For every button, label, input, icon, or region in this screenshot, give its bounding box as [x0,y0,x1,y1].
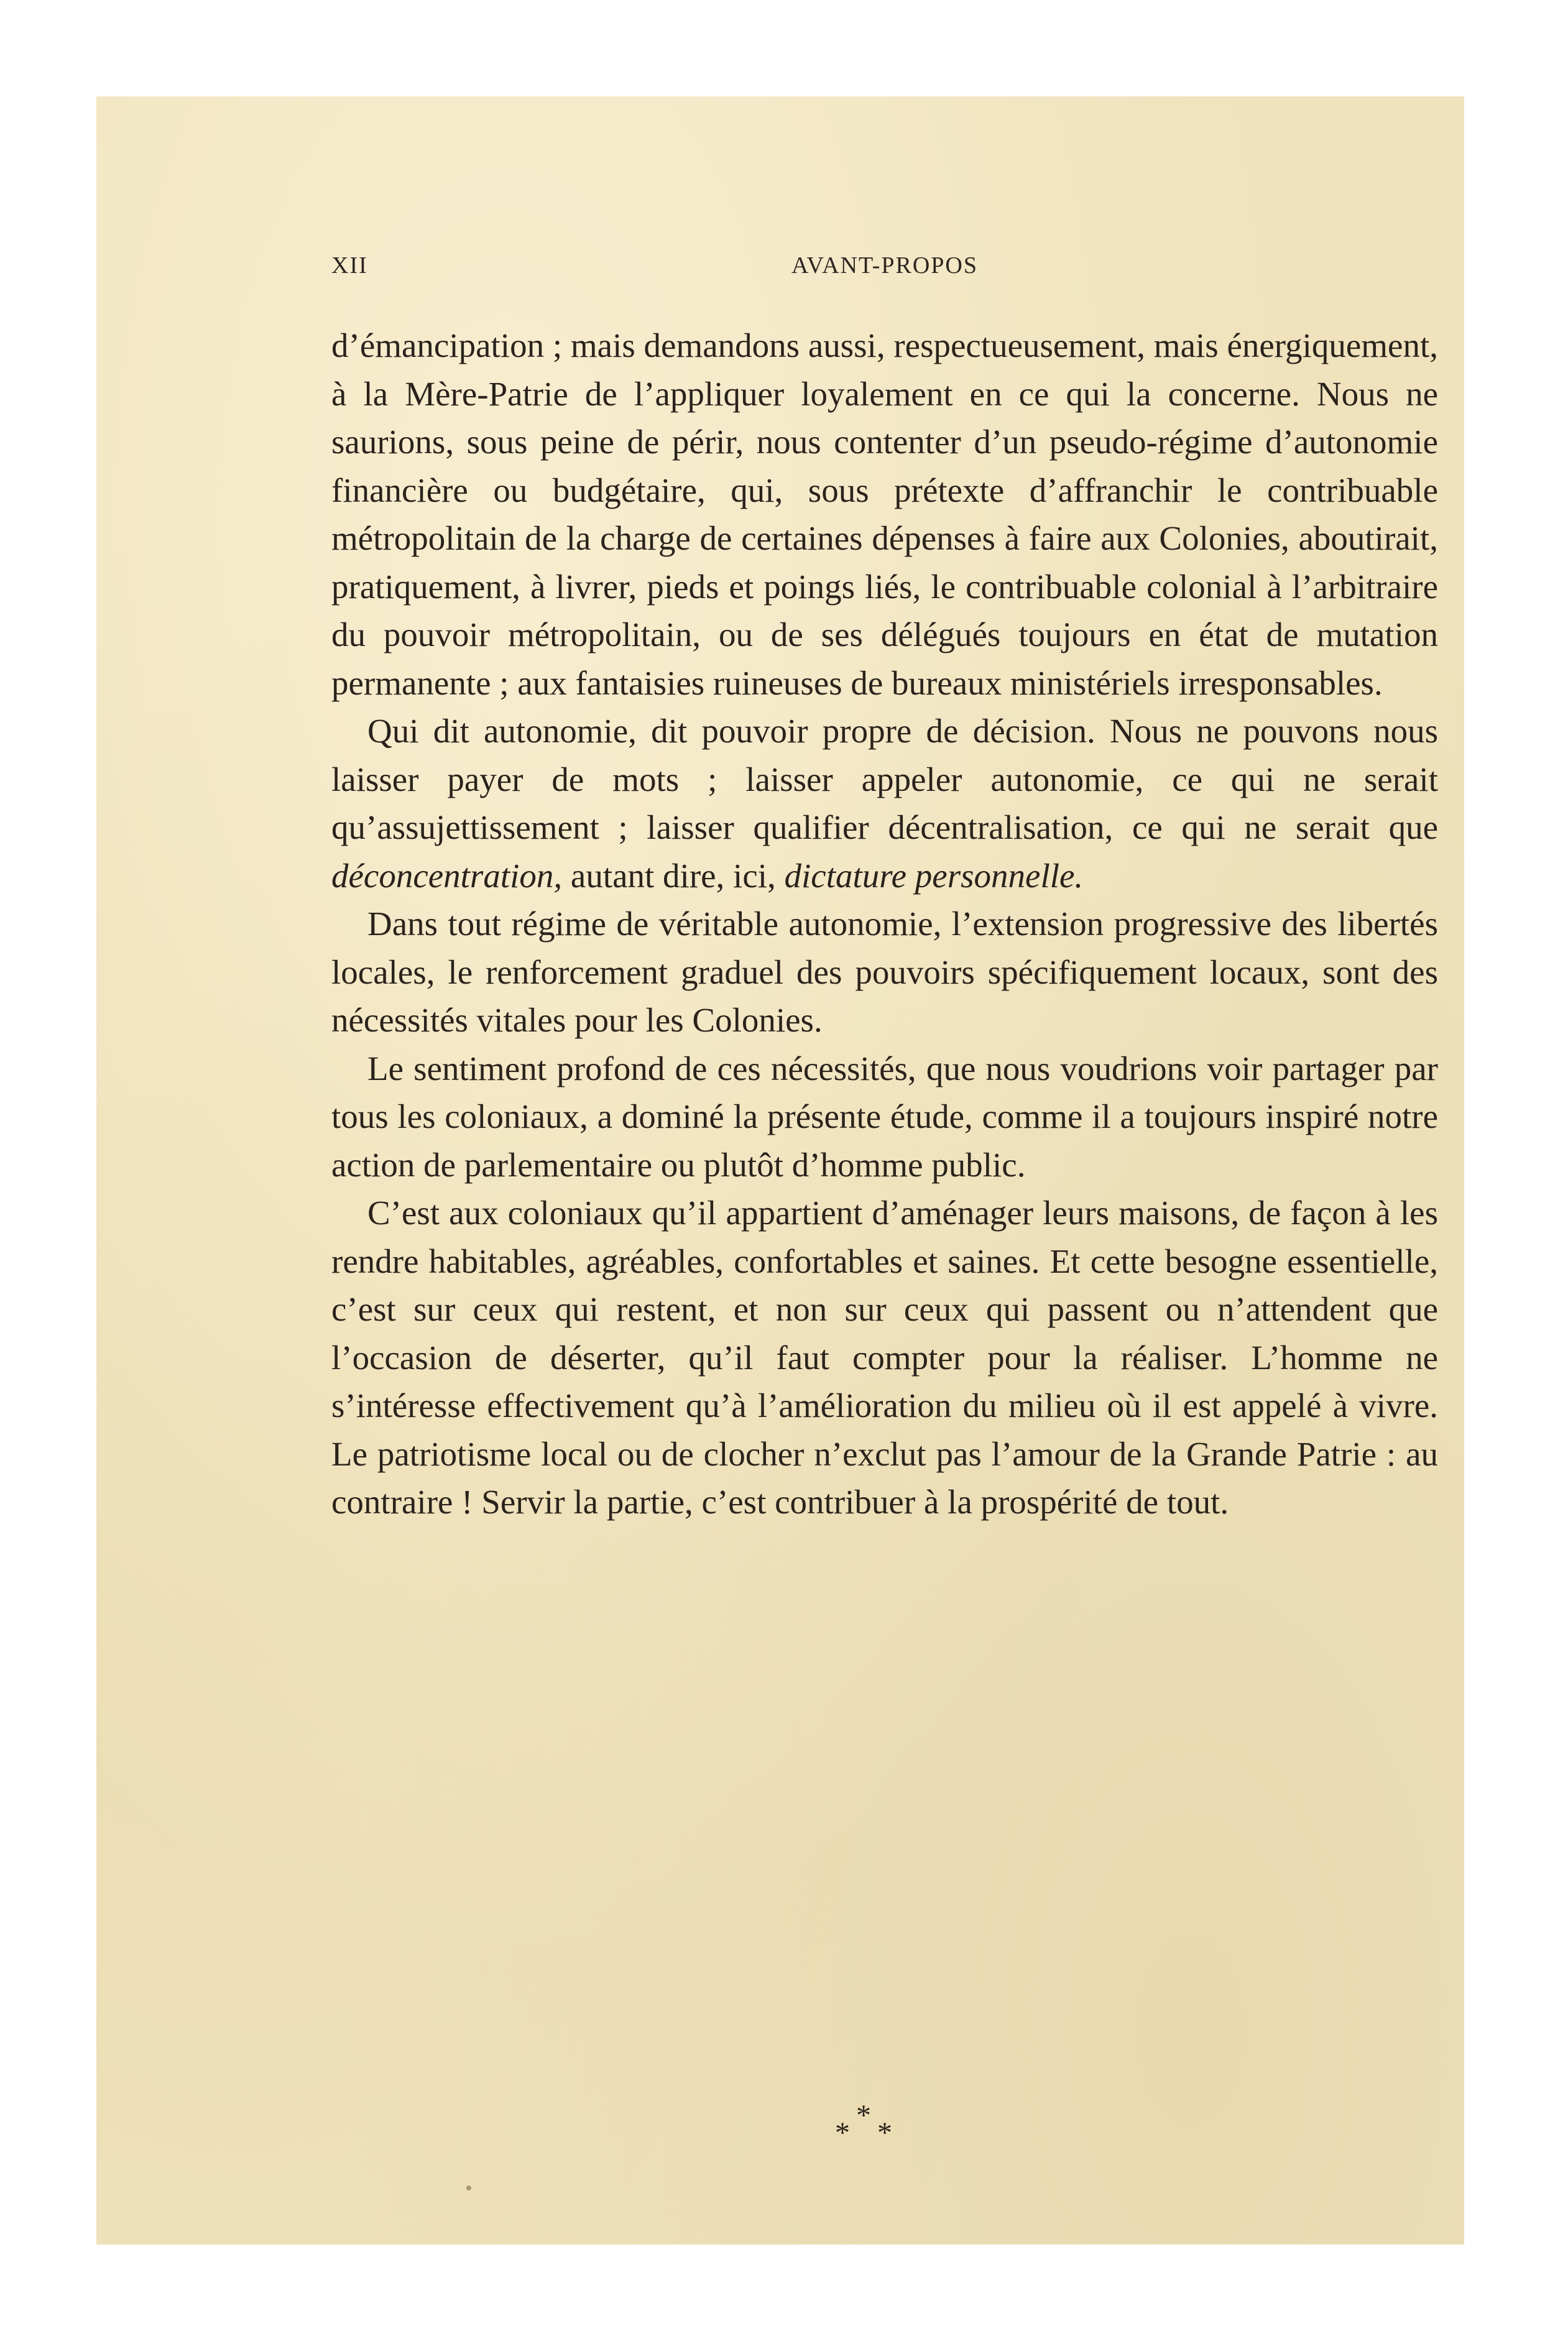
paragraph [331,1045,1438,1189]
paragraph-text: Dans tout régime de véritable autonomie, l’extension progressive des libertés locales, le renforcement graduel des pouvoirs spécifiquement locaux, sont des nécessités vitales pour les Colonies. [331,905,1438,1039]
paragraph-text: Le sentiment profond de ces nécessités, que nous voudrions voir partager par tous les coloniaux, a dominé la présente étude, comme il a toujours inspiré notre action de parlementaire ou plutôt d’homme public. [331,1049,1438,1184]
asterism-star-right: * [877,2116,892,2149]
paragraph [331,900,1438,1045]
italic-text: dictature personnelle. [784,856,1084,895]
book-page [96,96,1464,2245]
paper-speck [466,2185,471,2190]
paragraph-text: C’est aux coloniaux qu’il appartient d’aménager leurs maisons, de façon à les rendre habitables, agréables, confortables et saines. Et cette besogne essentielle, c’est sur ceux qui restent, et non sur ceux qui passent ou n’attendent que l’occasion de déserter, qu’il faut compter pour la réaliser. L’homme ne s’intéresse effectivement qu’à l’amélioration du milieu où il est appelé à vivre. Le patriotisme local ou de clocher n’exclut pas l’amour de la Grande Patrie : au contraire ! Servir la partie, c’est contribuer à la prospérité de tout. [331,1194,1438,1521]
paragraph [331,1189,1438,1526]
asterism-star-top: * [856,2099,871,2132]
asterism-ornament [830,2098,905,2154]
paragraph-text: d’émancipation ; mais demandons aussi, respectueusement, mais énergiquement, à la Mère-Patrie de l’appliquer loyalement en ce qui la concerne. Nous ne saurions, sous peine de périr, nous contenter d’un pseudo-régime d’autonomie financière ou budgétaire, qui, sous prétexte d’affranchir le contribuable métropolitain de la charge de certaines dépenses à faire aux Colonies, aboutirait, pratiquement, à livrer, pieds et poings liés, le contribuable colonial à l’arbitraire du pouvoir métropolitain, ou de ses délégués toujours en état de mutation permanente ; aux fantaisies ruineuses de bureaux ministériels irresponsables. [331,326,1438,702]
paragraph-text: autant dire, ici, [562,856,785,895]
running-head-title: AVANT-PROPOS [791,252,978,279]
paragraph-text: Qui dit autonomie, dit pouvoir propre de décision. Nous ne pouvons nous laisser payer de mots ; laisser appeler autonomie, ce qui ne serait qu’assujettissement ; laisser qualifier décentralisation, ce qui ne serait que [331,712,1438,846]
paragraph [331,707,1438,900]
paragraph [331,321,1438,707]
body-text [331,321,1438,1526]
page-number: XII [331,252,368,279]
asterism-star-left: * [835,2116,850,2149]
italic-text: déconcentration, [331,856,563,895]
running-head [331,252,1438,295]
